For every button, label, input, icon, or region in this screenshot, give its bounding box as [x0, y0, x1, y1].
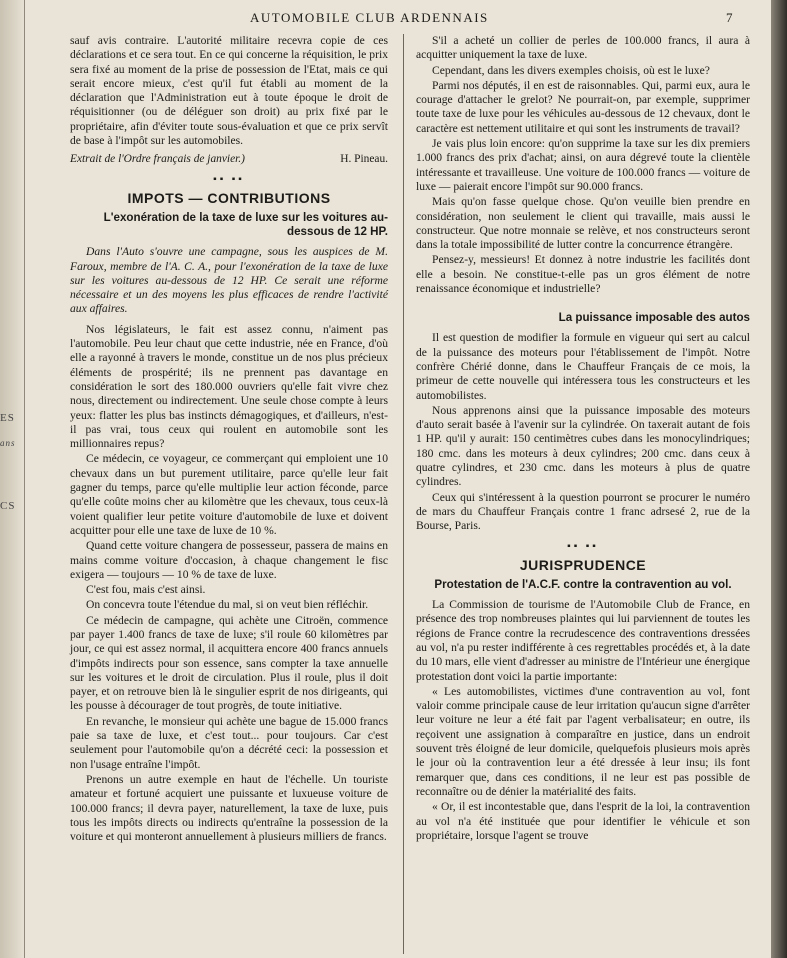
section-separator: ▪▪ ▪▪ [213, 173, 245, 185]
article-title: L'exonération de la taxe de luxe sur les voitures au-dessous de 12 HP. [103, 211, 388, 239]
gutter-fragment: ans [0, 438, 16, 448]
paragraph: Pensez-y, messieurs! Et donnez à notre industrie les facilités dont elle a besoin. Ne constitue-t-elle pas un gros élément de notre renaissance économique et industrielle? [416, 253, 750, 296]
page-edge-shadow [771, 0, 787, 958]
paragraph: C'est fou, mais c'est ainsi. [86, 583, 206, 597]
paragraph: Il est question de modifier la formule en vigueur qui sert au calcul de la puissance des moteurs pour l'établissement de l'impôt. Notre confrère Chérié donne, dans le Chauffeur Français de ce mois, la primeur de cette nouvelle qui intéressera tous les constructeurs et les automobilistes. [416, 331, 750, 402]
article-intro: Dans l'Auto s'ouvre une campagne, sous les auspices de M. Faroux, membre de l'A. C. A., pour l'exonération de la taxe de luxe sur les voitures au-dessous de 12 HP. Ce serait une réforme nécessaire et un des moyens les plus efficaces de rendre l'activité aux affaires. [70, 245, 388, 316]
gutter-fragment: ES [0, 412, 15, 424]
source-signature [70, 152, 388, 166]
paragraph: La Commission de tourisme de l'Automobile Club de France, en présence des trop nombreuses plaintes qui lui parviennent de toutes les régions de France contre la recrudescence des contraventions dressées au vol, n'a pu rester indifférente à ces regrettables procédés et, à la date du 10 mars, elle vient d'adresser au ministre de l'Intérieur une énergique protestation dont voici la partie importante: [416, 598, 750, 683]
paragraph: En revanche, le monsieur qui achète une bague de 15.000 francs paie sa taxe de luxe, et c'est tout... pour toujours. Car c'est seulement pour l'automobile qu'on a décrété ceci: la possession et non l'usage entraîne l'impôt. [70, 714, 388, 771]
paragraph: Quand cette voiture changera de possesseur, passera de mains en mains comme voiture d'occasion, à chaque changement le fisc exigera — toujours — 10 % de taxe de luxe. [70, 539, 388, 581]
section-title: JURISPRUDENCE [519, 556, 647, 573]
paragraph: Ce médecin, ce voyageur, ce commerçant qui emploient une 10 chevaux dans un but purement utilitaire, parce qu'elle leur fait gagner du temps, parce qu'elle multiplie leur action féconde, parce qu'elle coûte moins cher au kilomètre que les chevaux, tous ceux-là voient qualifier leur petite voiture d'automobile de luxe et doivent acquitter pour elle une taxe de luxe de 10 %. [70, 452, 388, 537]
source-line: Extrait de l'Ordre français de janvier.) [70, 153, 245, 166]
right-column [416, 34, 750, 844]
paragraph: Mais qu'on fasse quelque chose. Qu'on veuille bien prendre en considération, non seulement le client qui travaille, mais aussi le constructeur. Que notre monnaie se relève, et nos constructeurs seront dans la totale impossibilité de lutter contre la concurrence étrangère. [416, 195, 750, 252]
paragraph: Nos législateurs, le fait est assez connu, n'aiment pas l'automobile. Peu leur chaut que cette industrie, née en France, d'où elle a rayonné à travers le monde, constitue un de nos plus précieux éléments de prospérité; ils ne prennent pas davantage en considération le sort des 180.000 ouvriers qu'elle fait vivre chez nous, directement ou indirectement. Une seule chose compte à leurs yeux: flatter les plus bas instincts démagogiques, et d'ailleurs, n'est-il pas vrai, tous ceux qui roulent en automobile sont les millionnaires repus? [70, 322, 388, 451]
paragraph: « Les automobilistes, victimes d'une contravention au vol, font valoir comme principale cause de leur irritation qu'aucun signe d'arrêter leur voiture ne leur a été fait par l'agent verbalisateur; en outre, ils reçoivent une assignation à comparaître en justice, dans un endroit souvent très éloigné de leur domicile, quelquefois plusieurs mois après le jour où la contravention leur a été dressée à leur insu; ils font remarquer que, dans ces conditions, il ne leur est pas possible de reconnaître ou de dénier la matérialité des faits. [416, 684, 750, 798]
paragraph: Parmi nos députés, il en est de raisonnables. Qui, parmi eux, aura le courage d'attacher le grelot? Ne pourrait-on, par exemple, supprimer toute taxe de luxe pour les véhicules au-dessous de 12 chevaux, dont le caractère est nettement utilitaire et qui sont les instruments de travail? [416, 78, 750, 135]
author-signature: H. Pineau. [340, 153, 388, 166]
paragraph: Ceux qui s'intéressent à la question pourront se procurer le numéro de mars du Chauffeur Français contre 1 franc adrsesé 2, rue de la Bourse, Paris. [416, 490, 750, 533]
running-header: AUTOMOBILE CLUB ARDENNAIS [250, 10, 489, 25]
section-title: IMPOTS — CONTRIBUTIONS [127, 189, 331, 206]
left-column [70, 34, 388, 845]
paragraph: Je vais plus loin encore: qu'on supprime la taxe sur les dix premiers 1.000 francs des prix d'achat; ainsi, on aura dégrevé toute la clientèle intéressante et travailleuse. Une voiture de 100.000 francs — voiture de luxe — paierait encore l'impôt sur 90.000 francs. [416, 137, 750, 193]
paragraph: On concevra toute l'étendue du mal, si on veut bien réfléchir. [86, 598, 369, 612]
paragraph: Ce médecin de campagne, qui achète une Citroën, commence par payer 1.400 francs de taxe de luxe; s'il roule 60 kilomètres par jour, ce qui est assez normal, il acquittera encore 400 francs annuels d'impôts indirects pour son essence, sans compter la taxe annuelle sur les voitures et le droit de circulation. Plus il roule, plus il doit payer, et on retrouve bien là le singulier esprit de nos dirigeants, qui les pousse à décourager de tout progrès, de toute initiative. [70, 613, 388, 713]
paragraph: « Or, il est incontestable que, dans l'esprit de la loi, la contravention au vol n'a été instituée que pour identifier le véhicule et son propriétaire, lorsque l'agent se trouve [416, 800, 750, 842]
section-separator: ▪▪ ▪▪ [567, 540, 599, 552]
article-title: Protestation de l'A.C.F. contre la contravention au vol. [434, 578, 732, 592]
spacer [416, 297, 750, 307]
paragraph: Cependant, dans les divers exemples choisis, où est le luxe? [432, 63, 710, 77]
paragraph: sauf avis contraire. L'autorité militaire recevra copie de ces déclarations et ce sera tout. En ce qui concerne la réquisition, le prix sera fixé au moment de la prise de possession de l'Etat, mais ce qui serait encore mieux, c'est qu'il fut établi au moment de la déclaration que l'Administration eut à toute époque le droit de réquisitionner (ou de déléguer son droit) au prix fixé par le propriétaire, afin d'éviter toute sous-évaluation et que ce prix servît de base à l'impôt sur les automobiles. [70, 34, 388, 148]
article-title: La puissance imposable des autos [558, 311, 750, 325]
gutter-fragment: CS [0, 500, 16, 512]
paragraph: Prenons un autre exemple en haut de l'échelle. Un touriste amateur et fortuné acquiert une puissante et luxueuse voiture de 100.000 francs; il devra payer, naturellement, la taxe de luxe, puis tous les impôts directs ou indirects qu'entraîne la possession de la voiture et qui monteront annuellement à plusieurs milliers de francs. [70, 772, 388, 844]
page-number: 7 [726, 10, 733, 25]
paragraph: Nous apprenons ainsi que la puissance imposable des moteurs d'auto serait basée à l'avenir sur la cylindrée. On taxerait autant de fois 1 HP. qu'il y aurait: 150 centimètres cubes dans les monocylindriques; 180 cmc. dans les moteurs à deux cylindres; 200 cmc. dans ceux à quatre cylindres, et 230 cmc. dans les moteurs à plus de quatre cylindres. [416, 403, 750, 489]
paragraph: S'il a acheté un collier de perles de 100.000 francs, il aura à acquitter uniquement la taxe de luxe. [416, 34, 750, 62]
binding-gutter [0, 0, 25, 958]
column-divider [403, 34, 404, 954]
